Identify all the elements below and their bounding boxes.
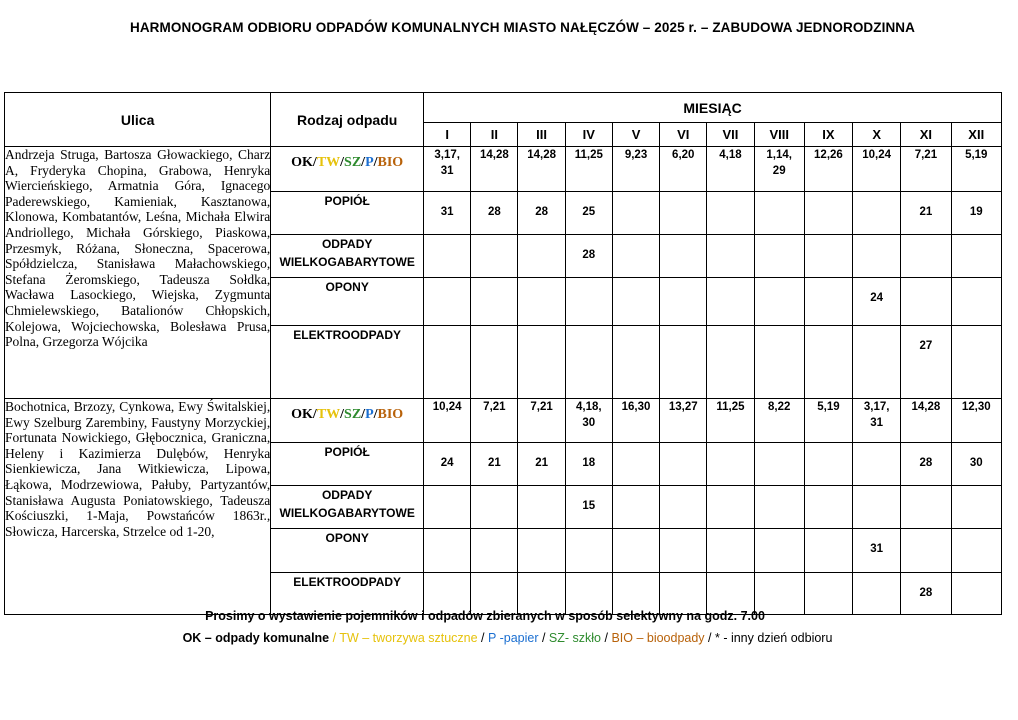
date-cell <box>754 235 804 278</box>
waste-code: / <box>340 155 345 170</box>
legend-sep: / <box>704 631 715 645</box>
date-cell <box>754 529 804 573</box>
month-header: XII <box>951 123 1001 147</box>
waste-code: P <box>365 155 374 170</box>
date-cell <box>804 486 852 529</box>
date-cell <box>707 326 754 399</box>
date-cell <box>660 486 707 529</box>
date-cell: 24 <box>853 278 901 326</box>
date-cell <box>804 326 852 399</box>
date-cell: 10,24 <box>424 399 471 443</box>
waste-code: SZ <box>344 407 362 422</box>
date-cell <box>804 529 852 573</box>
date-cell <box>660 529 707 573</box>
date-cell <box>754 192 804 235</box>
date-cell <box>707 192 754 235</box>
date-cell <box>707 235 754 278</box>
date-cell <box>707 278 754 326</box>
date-cell <box>424 235 471 278</box>
date-cell <box>660 443 707 486</box>
month-header: VII <box>707 123 754 147</box>
date-cell <box>707 529 754 573</box>
date-cell <box>804 192 852 235</box>
waste-code: TW <box>316 155 341 170</box>
footer-note: Prosimy o wystawienie pojemników i odpadów zbieranych w sposób selektywny na godz. 7.00 <box>205 609 765 623</box>
date-cell: 5,19 <box>804 399 852 443</box>
month-header: V <box>612 123 659 147</box>
waste-code: / <box>373 407 378 422</box>
date-cell: 21 <box>901 192 951 235</box>
date-cell <box>471 486 518 529</box>
date-cell <box>471 529 518 573</box>
date-cell <box>754 326 804 399</box>
date-cell: 10,24 <box>853 147 901 192</box>
date-cell <box>901 235 951 278</box>
date-cell <box>518 235 565 278</box>
date-cell: 7,21 <box>518 399 565 443</box>
date-cell <box>951 486 1001 529</box>
date-cell <box>901 486 951 529</box>
date-cell <box>612 278 659 326</box>
page-title: HARMONOGRAM ODBIORU ODPADÓW KOMUNALNYCH MIASTO NAŁĘCZÓW – 2025 r. – ZABUDOWA JEDNORODZINNA <box>129 20 916 35</box>
date-cell: 31 <box>853 529 901 573</box>
date-cell <box>901 278 951 326</box>
date-cell <box>853 326 901 399</box>
waste-code: / <box>340 407 345 422</box>
legend-p: P -papier <box>488 631 539 645</box>
date-cell <box>424 486 471 529</box>
street-list: Bochotnica, Brzozy, Cynkowa, Ewy Świtalskiej, Ewy Szelburg Zarembiny, Faustyny Morzyckiej, Fortunata Nowickiego, Głębocznica, Graniczna, Heleny i Kazimierza Dulębów, Henryka Sienkiewicza, Jana Witkiewicza, Lipowa, Łąkowa, Modrzewiowa, Pałuby, Partyzantów, Stanisława Augusta Poniatowskiego, Tadeusza Kościuszki, 1-Maja, Powstańców 1863r., Słowicza, Harcerska, Strzelce od 1-20, <box>5 399 271 615</box>
waste-type: OPONY <box>271 529 424 573</box>
date-cell <box>951 278 1001 326</box>
date-cell <box>518 278 565 326</box>
date-cell: 19 <box>951 192 1001 235</box>
legend-other: * - inny dzień odbioru <box>714 631 833 645</box>
date-cell <box>424 529 471 573</box>
waste-type: POPIÓŁ <box>271 443 424 486</box>
date-cell: 30 <box>951 443 1001 486</box>
date-cell <box>612 192 659 235</box>
waste-type: ELEKTROODPADY <box>271 573 424 615</box>
date-cell: 14,28 <box>901 399 951 443</box>
waste-type: OPONY <box>271 278 424 326</box>
month-header: III <box>518 123 565 147</box>
date-cell: 7,21 <box>901 147 951 192</box>
date-cell <box>612 443 659 486</box>
date-cell: 31 <box>424 192 471 235</box>
date-cell <box>754 486 804 529</box>
waste-type-ok <box>271 399 424 443</box>
date-cell <box>853 235 901 278</box>
date-cell: 14,28 <box>518 147 565 192</box>
date-cell <box>707 443 754 486</box>
date-cell <box>612 486 659 529</box>
waste-type: ODPADY WIELKOGABARYTOWE <box>271 486 424 529</box>
date-cell: 28 <box>518 192 565 235</box>
header-street: Ulica <box>5 93 271 147</box>
month-header: IX <box>804 123 852 147</box>
date-cell: 5,19 <box>951 147 1001 192</box>
date-cell <box>804 235 852 278</box>
date-cell: 27 <box>901 326 951 399</box>
date-cell <box>707 486 754 529</box>
date-cell <box>951 326 1001 399</box>
waste-type: ODPADY WIELKOGABARYTOWE <box>271 235 424 278</box>
date-cell: 8,22 <box>754 399 804 443</box>
date-cell <box>804 278 852 326</box>
date-cell: 4,18, 30 <box>565 399 612 443</box>
footer-legend <box>0 631 1015 645</box>
date-cell <box>660 326 707 399</box>
date-cell <box>612 529 659 573</box>
waste-code: / <box>373 155 378 170</box>
date-cell <box>424 326 471 399</box>
waste-code: SZ <box>344 155 362 170</box>
date-cell <box>853 443 901 486</box>
date-cell <box>951 529 1001 573</box>
legend-sep: / <box>538 631 549 645</box>
date-cell <box>660 278 707 326</box>
legend-sz: SZ- szkło <box>548 631 602 645</box>
schedule-table <box>4 92 1002 615</box>
legend-sep: / <box>477 631 488 645</box>
date-cell: 1,14, 29 <box>754 147 804 192</box>
date-cell <box>471 278 518 326</box>
date-cell: 28 <box>901 573 951 615</box>
street-list: Andrzeja Struga, Bartosza Głowackiego, Charz A, Fryderyka Chopina, Grabowa, Henryka Wiercieńskiego, Armatnia Góra, Ignacego Paderewskiego, Kamieniak, Kasztanowa, Klonowa, Kombatantów, Leśna, Michała Elwira Andriollego, Michała Górskiego, Piaskowa, Przesmyk, Różana, Słoneczna, Spacerowa, Spółdzielcza, Stanisława Małachowskiego, Stefana Żeromskiego, Tadeusza Sołdka, Wacława Lasockiego, Wiejska, Zygmunta Chmielewskiego, Batalionów Chłopskich, Kolejowa, Wojciechowska, Bolesława Prusa, Polna, Grzegorza Wójcika <box>5 147 271 399</box>
date-cell: 15 <box>565 486 612 529</box>
date-cell <box>754 443 804 486</box>
month-header: II <box>471 123 518 147</box>
legend-ok: OK – odpady komunalne <box>182 631 330 645</box>
date-cell: 12,26 <box>804 147 852 192</box>
month-header: IV <box>565 123 612 147</box>
date-cell: 6,20 <box>660 147 707 192</box>
date-cell <box>565 326 612 399</box>
date-cell: 13,27 <box>660 399 707 443</box>
date-cell: 28 <box>901 443 951 486</box>
date-cell <box>754 278 804 326</box>
waste-code: / <box>361 155 366 170</box>
date-cell: 11,25 <box>707 399 754 443</box>
month-header: VI <box>660 123 707 147</box>
waste-code: / <box>361 407 366 422</box>
table-row <box>5 399 1002 443</box>
date-cell: 25 <box>565 192 612 235</box>
header-waste-type: Rodzaj odpadu <box>271 93 424 147</box>
legend-sep: / <box>329 631 340 645</box>
date-cell <box>565 529 612 573</box>
month-header: X <box>853 123 901 147</box>
date-cell: 12,30 <box>951 399 1001 443</box>
waste-code: OK <box>291 407 313 422</box>
date-cell: 21 <box>471 443 518 486</box>
date-cell: 16,30 <box>612 399 659 443</box>
date-cell: 18 <box>565 443 612 486</box>
table-row <box>5 147 1002 192</box>
date-cell: 24 <box>424 443 471 486</box>
date-cell <box>471 326 518 399</box>
date-cell: 3,17, 31 <box>424 147 471 192</box>
legend-bio: BIO – bioodpady <box>611 631 705 645</box>
waste-type: POPIÓŁ <box>271 192 424 235</box>
waste-code: / <box>312 155 317 170</box>
date-cell: 9,23 <box>612 147 659 192</box>
date-cell <box>612 326 659 399</box>
waste-type: ELEKTROODPADY <box>271 326 424 399</box>
waste-code: BIO <box>377 155 404 170</box>
date-cell <box>853 486 901 529</box>
waste-code: OK <box>291 155 313 170</box>
date-cell <box>424 278 471 326</box>
waste-code: / <box>312 407 317 422</box>
date-cell <box>901 529 951 573</box>
waste-code: P <box>365 407 374 422</box>
date-cell: 28 <box>565 235 612 278</box>
date-cell: 21 <box>518 443 565 486</box>
month-header: XI <box>901 123 951 147</box>
date-cell <box>518 529 565 573</box>
header-month: MIESIĄC <box>424 93 1002 123</box>
date-cell <box>660 235 707 278</box>
waste-type-ok <box>271 147 424 192</box>
month-header: VIII <box>754 123 804 147</box>
date-cell: 11,25 <box>565 147 612 192</box>
date-cell <box>471 235 518 278</box>
date-cell <box>518 326 565 399</box>
date-cell: 3,17, 31 <box>853 399 901 443</box>
date-cell <box>612 235 659 278</box>
waste-code: BIO <box>377 407 404 422</box>
date-cell: 7,21 <box>471 399 518 443</box>
date-cell: 14,28 <box>471 147 518 192</box>
legend-tw: TW – tworzywa sztuczne <box>339 631 478 645</box>
date-cell: 4,18 <box>707 147 754 192</box>
date-cell <box>565 278 612 326</box>
date-cell: 28 <box>471 192 518 235</box>
legend-sep: / <box>601 631 612 645</box>
date-cell <box>804 443 852 486</box>
date-cell <box>951 235 1001 278</box>
month-header: I <box>424 123 471 147</box>
date-cell <box>660 192 707 235</box>
date-cell <box>853 192 901 235</box>
date-cell <box>518 486 565 529</box>
waste-code: TW <box>316 407 341 422</box>
